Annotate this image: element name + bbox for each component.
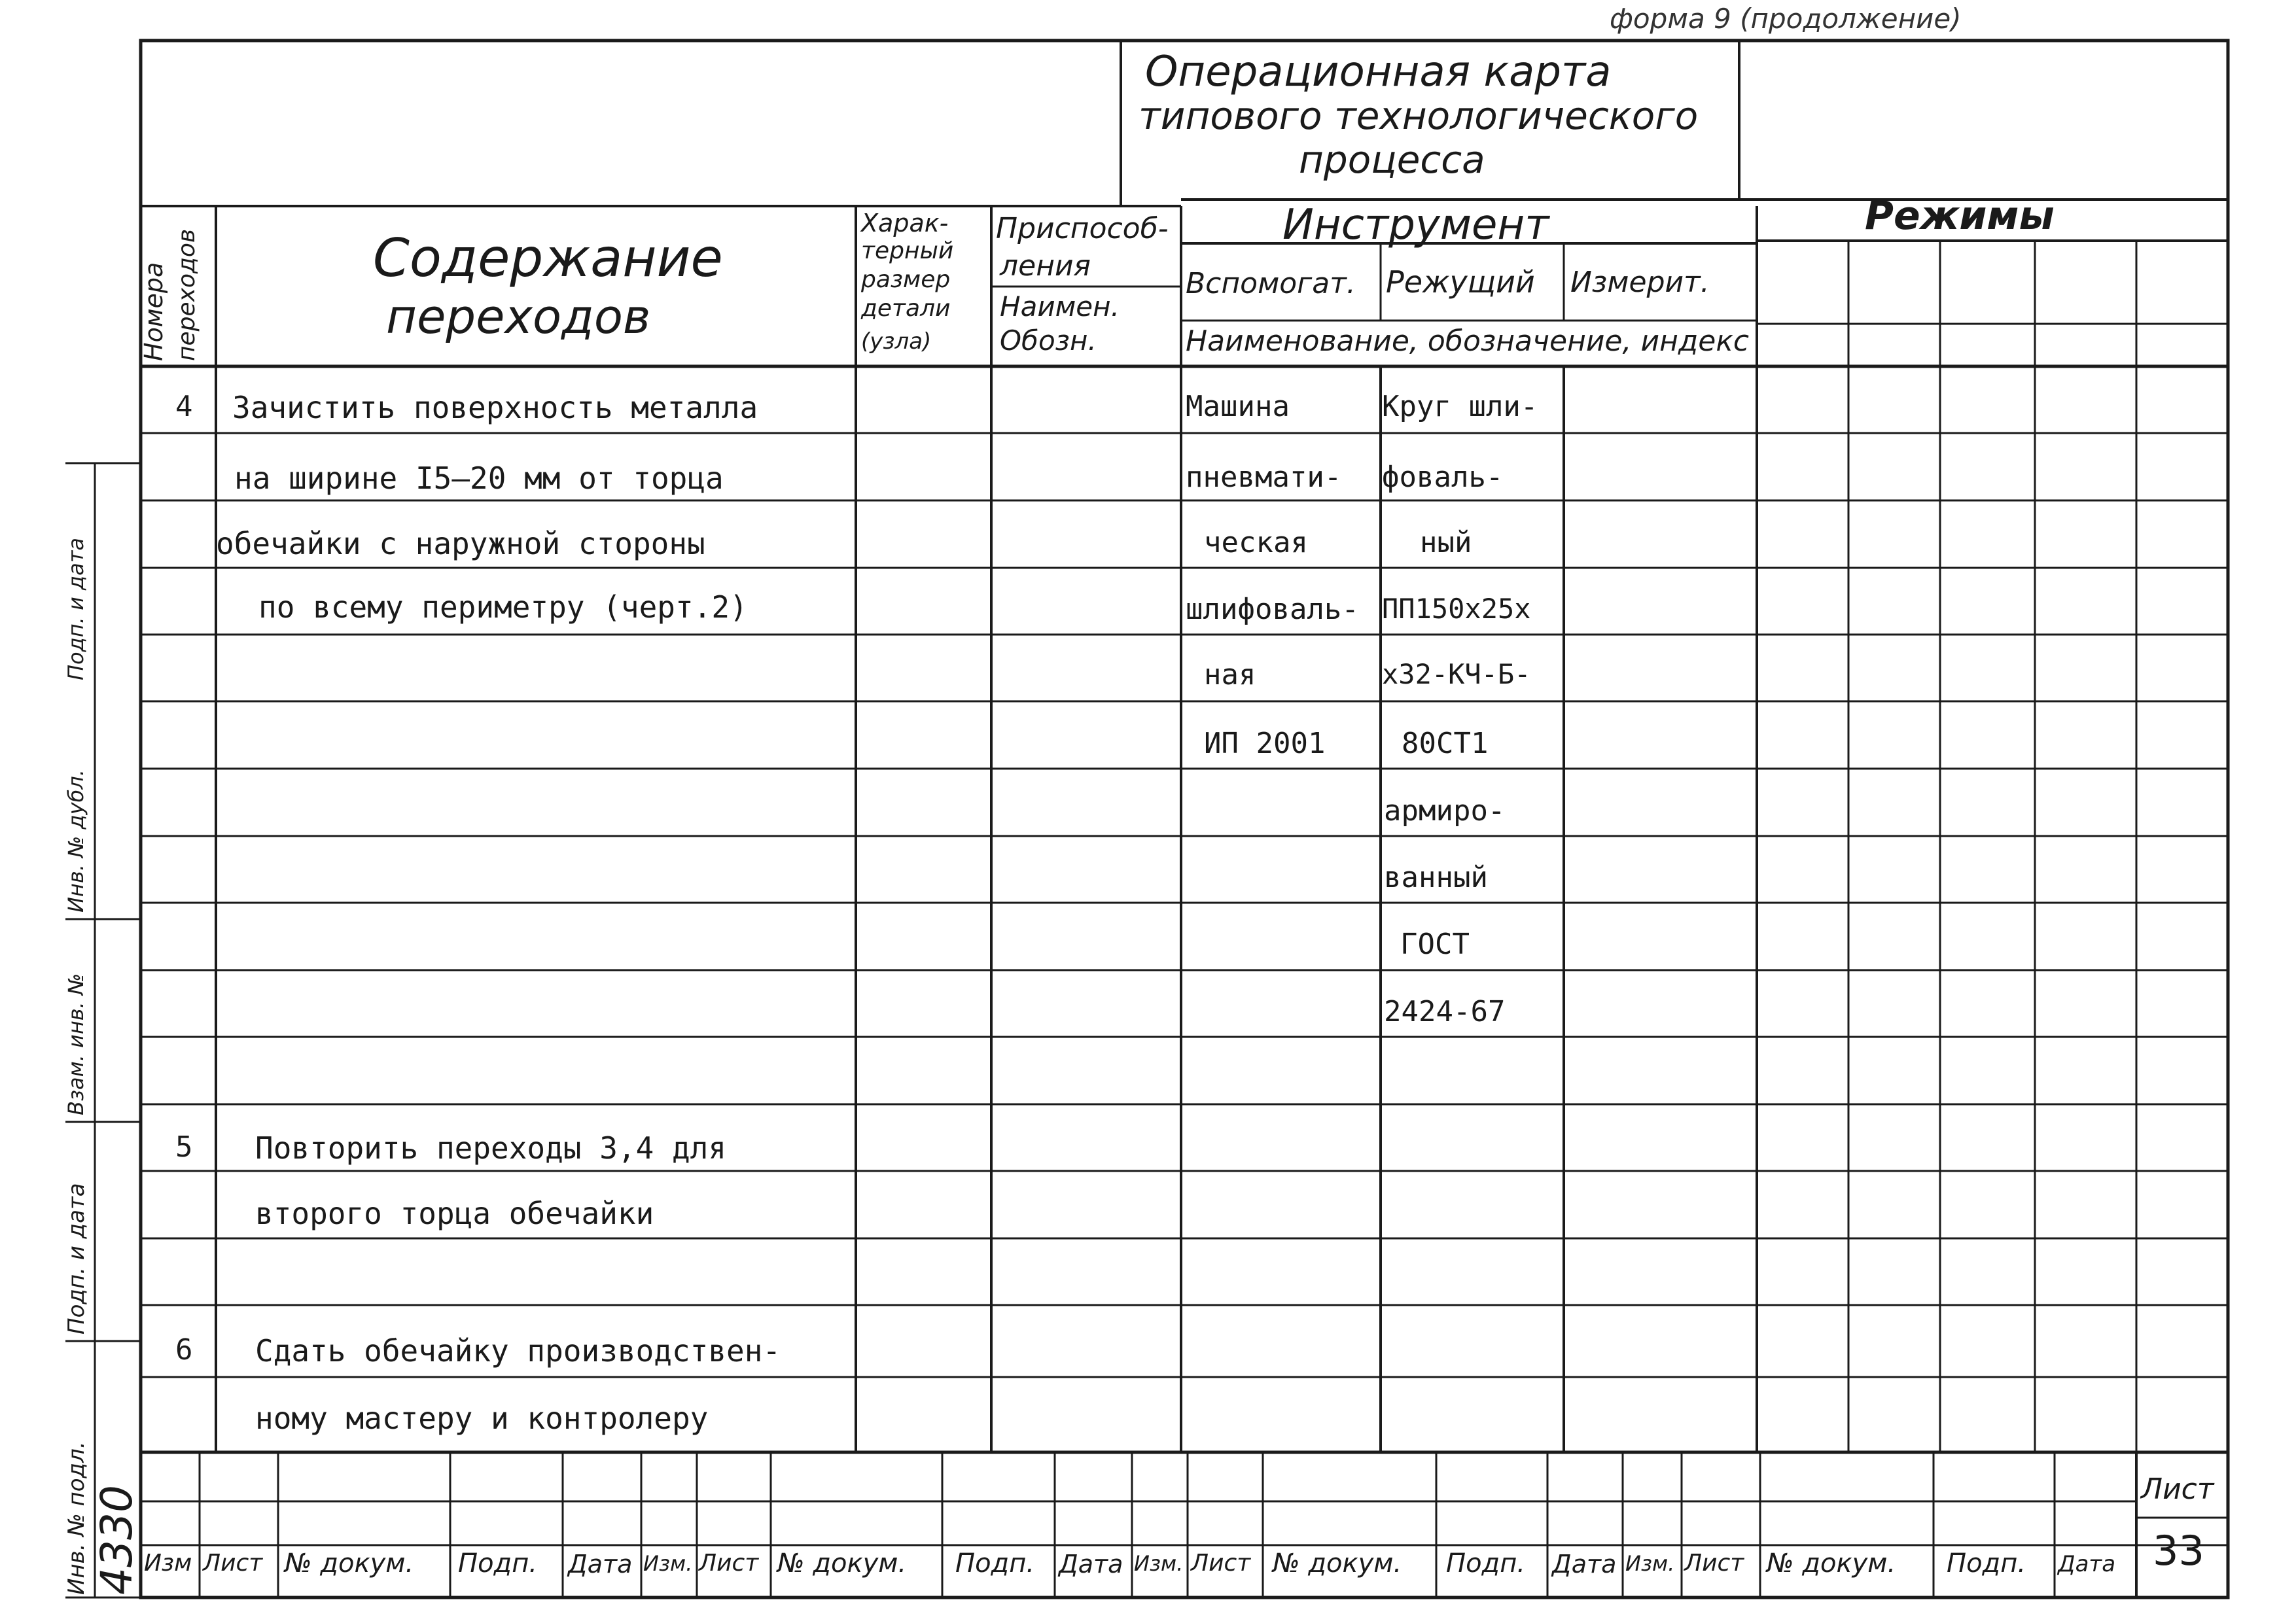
row-3-aux-tool: ческая <box>1204 526 1308 559</box>
col-header-num-2: переходов <box>173 228 200 361</box>
row-6-aux-tool: ИП 2001 <box>1204 727 1326 760</box>
footer-label-16: Изм. <box>1625 1551 1675 1576</box>
col-header-content-1: Содержание <box>373 228 723 288</box>
sheet-label: Лист <box>2141 1473 2214 1506</box>
footer-label-3: № докум. <box>285 1548 414 1579</box>
row-15-content: Сдать обечайку производствен- <box>255 1333 781 1369</box>
footer-label-19: Подп. <box>1947 1548 2026 1579</box>
row-12-num: 5 <box>175 1130 193 1164</box>
row-1-num: 4 <box>175 390 193 423</box>
title-line-1: Операционная карта <box>1145 48 1612 96</box>
row-13-content: второго торца обечайки <box>255 1196 654 1231</box>
row-1-cut-tool: Круг шли- <box>1382 390 1538 423</box>
row-6-cut-tool: 80СТ1 <box>1402 727 1489 760</box>
col-header-tool: Инструмент <box>1282 201 1549 249</box>
row-5-aux-tool: ная <box>1204 658 1256 691</box>
row-1-content: Зачистить поверхность металла <box>232 390 758 425</box>
footer-label-7: Лист <box>699 1550 759 1577</box>
col-header-tool-aux: Вспомогат. <box>1186 267 1356 300</box>
footer-label-4: Подп. <box>458 1548 538 1579</box>
footer-label-15: Дата <box>1552 1550 1617 1579</box>
col-header-char-5: (узла) <box>861 328 932 355</box>
row-4-content: по всему периметру (черт.2) <box>258 589 748 625</box>
title-line-3: процесса <box>1299 137 1485 182</box>
col-header-modes: Режимы <box>1865 193 2055 239</box>
footer-label-9: Подп. <box>955 1548 1035 1579</box>
col-header-char-3: размер <box>861 266 951 293</box>
col-header-char-2: терный <box>861 237 954 264</box>
footer-label-6: Изм. <box>643 1551 693 1576</box>
side-inv-value: 4330 <box>92 1485 142 1595</box>
row-3-content: обечайки с наружной стороны <box>216 526 705 561</box>
form-note: форма 9 (продолжение) <box>1610 3 1962 35</box>
col-header-tool-name: Наименование, обозначение, индекс <box>1186 324 1750 358</box>
col-header-char-1: Харак- <box>861 209 949 237</box>
footer-label-10: Дата <box>1059 1550 1123 1579</box>
side-inv-label: Инв. № подл. <box>63 1441 90 1595</box>
row-2-aux-tool: пневмати- <box>1186 461 1342 494</box>
row-9-cut-tool: ГОСТ <box>1400 928 1470 961</box>
row-8-cut-tool: ванный <box>1384 861 1488 894</box>
footer-label-11: Изм. <box>1134 1551 1184 1576</box>
row-4-aux-tool: шлифоваль- <box>1186 593 1359 626</box>
footer-label-18: № докум. <box>1767 1548 1896 1579</box>
col-header-fixture-name-1: Наимен. <box>1000 290 1120 323</box>
row-10-cut-tool: 2424-67 <box>1384 995 1506 1028</box>
row-7-cut-tool: армиро- <box>1384 794 1506 828</box>
footer-label-2: Лист <box>203 1550 263 1577</box>
row-12-content: Повторить переходы 3,4 для <box>255 1130 727 1166</box>
col-header-fixture-2: ления <box>1000 249 1091 283</box>
col-header-char-4: детали <box>861 295 951 322</box>
col-header-num-1: Номера <box>139 262 168 361</box>
footer-label-13: № докум. <box>1273 1548 1402 1579</box>
row-2-cut-tool: фоваль- <box>1382 461 1504 494</box>
footer-label-17: Лист <box>1684 1550 1744 1577</box>
side-replace-inv: Взам. инв. № <box>63 973 88 1115</box>
sheet-number: 33 <box>2153 1527 2204 1575</box>
footer-label-8: № докум. <box>777 1548 907 1579</box>
footer-label-5: Дата <box>568 1550 633 1579</box>
row-1-aux-tool: Машина <box>1186 390 1290 423</box>
footer-label-20: Дата <box>2058 1551 2116 1577</box>
row-16-content: ному мастеру и контролеру <box>255 1401 709 1436</box>
footer-label-12: Лист <box>1191 1550 1251 1577</box>
row-4-cut-tool: ПП150х25х <box>1382 593 1531 625</box>
row-15-num: 6 <box>175 1333 193 1367</box>
row-5-cut-tool: х32-КЧ-Б- <box>1382 658 1531 690</box>
footer-label-14: Подп. <box>1446 1548 1526 1579</box>
col-header-fixture-1: Приспособ- <box>996 212 1169 245</box>
col-header-fixture-name-2: Обозн. <box>1000 324 1097 357</box>
footer-label-1: Изм <box>144 1550 192 1577</box>
col-header-content-2: переходов <box>386 289 651 344</box>
side-sign-date: Подп. и дата <box>63 1183 90 1335</box>
side-sign-date-2: Подп. и дата <box>63 538 88 680</box>
col-header-tool-cut: Режущий <box>1386 264 1535 300</box>
col-header-tool-meas: Измерит. <box>1570 266 1710 299</box>
row-3-cut-tool: ный <box>1420 526 1472 559</box>
title-line-2: типового технологического <box>1139 94 1699 138</box>
side-dup-inv: Инв. № дубл. <box>63 769 88 913</box>
row-2-content: на ширине I5–20 мм от торца <box>234 461 724 496</box>
